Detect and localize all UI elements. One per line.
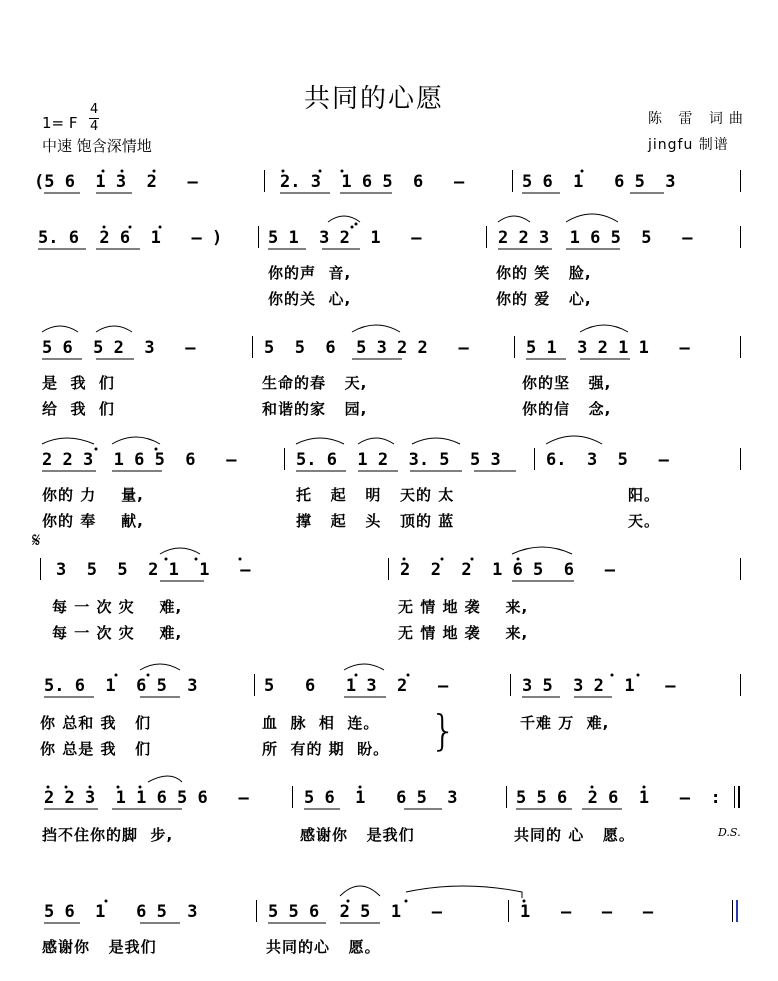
time-signature-bottom: 4: [90, 119, 99, 134]
system-4-measure-3: 6. 3 5 –: [546, 450, 669, 470]
system-6-lyric-1c: 千难 万 难,: [520, 714, 610, 732]
system-1-measure-1: (5 6 1 3 2 –: [34, 172, 198, 192]
composer-credit: 陈 雷 词曲: [648, 111, 749, 127]
system-4-lyric-2c: 天。: [628, 512, 661, 530]
system-5-measure-1: 3 5 5 2 1 1 –: [56, 560, 251, 580]
system-4-measure-1: 2 2 3 1 6 5 6 –: [42, 450, 237, 470]
system-6-lyric-1a: 你 总和 我 们: [40, 714, 152, 732]
system-3-lyric-2b: 和谐的家 园,: [262, 400, 368, 418]
system-3-lyric-2a: 给 我 们: [42, 400, 115, 418]
system-7-lyric-c: 共同的 心 愿。: [514, 826, 635, 844]
arranger-credit: jingfu 制谱: [648, 137, 729, 153]
system-4-measure-2: 5. 6 1 2 3. 5 5 3: [296, 450, 501, 470]
system-2-measure-2: 5 1 3 2 1 –: [268, 228, 422, 248]
dal-segno-marking: D.S.: [718, 826, 741, 839]
system-4-lyric-1c: 阳。: [628, 486, 661, 504]
system-3-measure-3: 5 1 3 2 1 1 –: [526, 338, 690, 358]
system-2-measure-1: 5. 6 2 6 1 – ): [38, 228, 223, 248]
system-2-lyric-2a: 你的关 心,: [268, 290, 352, 308]
system-6-measure-2: 5 6 1 3 2 –: [264, 676, 449, 696]
system-6-lyric-2b: 所 有的 期 盼。: [262, 740, 390, 758]
system-3-lyric-1b: 生命的春 天,: [262, 374, 368, 392]
system-7-lyric-b: 感谢你 是我们: [300, 826, 415, 844]
system-6-measure-3: 3 5 3 2 1 –: [522, 676, 676, 696]
system-4-lyric-1b: 托 起 明 天的 太: [296, 486, 455, 504]
system-7-measure-3: 5 5 6 2 6 1 – :: [516, 788, 721, 808]
system-3-measure-1: 5 6 5 2 3 –: [42, 338, 196, 358]
segno-sign: 𝄋: [32, 528, 41, 552]
system-3-lyric-1a: 是 我 们: [42, 374, 115, 392]
song-title: 共同的心愿: [304, 84, 445, 114]
system-4-lyric-2b: 撑 起 头 顶的 蓝: [296, 512, 455, 530]
system-5-lyric-2a: 每 一 次 灾 难,: [52, 624, 183, 642]
system-8-measure-2: 5 5 6 2 5 1 –: [268, 902, 442, 922]
system-7-measure-2: 5 6 1 6 5 3: [304, 788, 458, 808]
system-2-measure-3: 2 2 3 1 6 5 5 –: [498, 228, 693, 248]
system-2-lyric-1b: 你的 笑 脸,: [496, 264, 592, 282]
system-5-measure-2: 2 2 2 1 6 5 6 –: [400, 560, 615, 580]
system-5-lyric-1b: 无 情 地 袭 来,: [398, 598, 529, 616]
system-6-lyric-2a: 你 总是 我 们: [40, 740, 152, 758]
system-5-lyric-1a: 每 一 次 灾 难,: [52, 598, 183, 616]
system-8-lyric-b: 共同的心 愿。: [266, 938, 381, 956]
system-2-lyric-2b: 你的 爱 心,: [496, 290, 592, 308]
key-signature: 1= F: [42, 114, 78, 132]
tempo-marking: 中速 饱含深情地: [42, 137, 152, 155]
system-8-measure-3: 1 – – –: [520, 902, 654, 922]
system-1-measure-2: 2. 3 1 6 5 6 –: [280, 172, 465, 192]
system-6-lyric-1b: 血 脉 相 连。: [262, 714, 380, 732]
time-signature-top: 4: [90, 102, 99, 117]
system-5-lyric-2b: 无 情 地 袭 来,: [398, 624, 529, 642]
system-7-lyric-a: 挡不住你的脚 步,: [42, 826, 174, 844]
system-8-measure-1: 5 6 1 6 5 3: [44, 902, 198, 922]
system-6-measure-1: 5. 6 1 6 5 3: [44, 676, 198, 696]
system-3-lyric-2c: 你的信 念,: [522, 400, 612, 418]
lyric-brace: }: [430, 706, 457, 755]
system-2-lyric-1a: 你的声 音,: [268, 264, 352, 282]
system-1-measure-3: 5 6 1 6 5 3: [522, 172, 676, 192]
system-3-measure-2: 5 5 6 5 3 2 2 –: [264, 338, 469, 358]
system-7-measure-1: 2 2 3 1 1 6 5 6 –: [44, 788, 249, 808]
system-4-lyric-2a: 你的 奉 献,: [42, 512, 144, 530]
system-4-lyric-1a: 你的 力 量,: [42, 486, 144, 504]
system-8-lyric-a: 感谢你 是我们: [42, 938, 157, 956]
system-3-lyric-1c: 你的坚 强,: [522, 374, 612, 392]
